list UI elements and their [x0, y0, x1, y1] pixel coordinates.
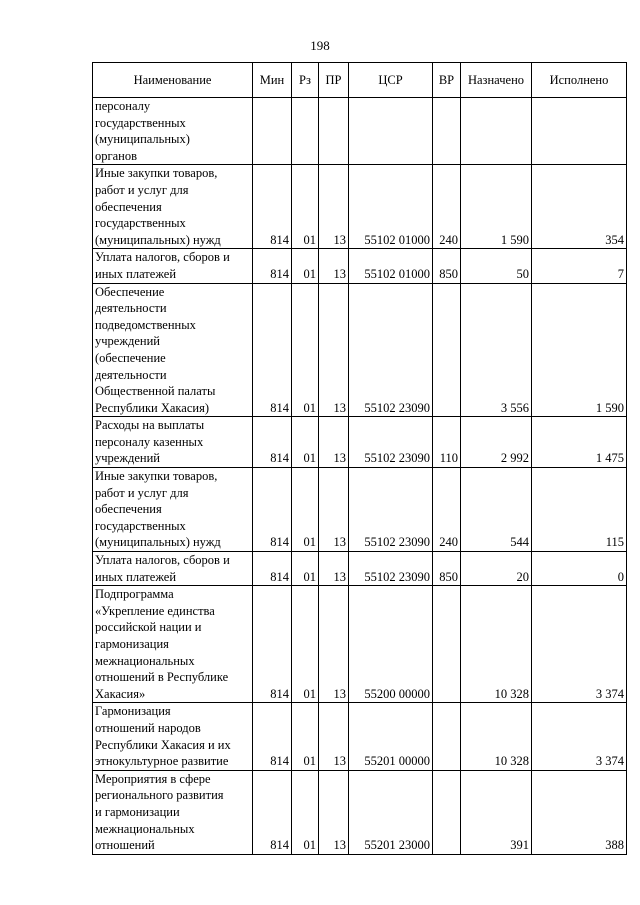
cell-pr: 13 [319, 703, 349, 770]
cell-name-line: (муниципальных) нужд [95, 232, 221, 247]
cell-name-line: органов [95, 148, 138, 163]
cell-pr: 13 [319, 770, 349, 854]
cell-executed: 115 [532, 468, 627, 552]
cell-name-line: Республики Хакасия и их [95, 737, 231, 752]
budget-table [92, 62, 627, 855]
cell-csr: 55201 23000 [349, 770, 433, 854]
cell-vr [433, 586, 461, 703]
cell-assigned: 20 [461, 552, 532, 586]
cell-vr: 850 [433, 552, 461, 586]
cell-name [93, 249, 253, 283]
cell-rz: 01 [292, 249, 319, 283]
cell-name [93, 770, 253, 854]
cell-name-line: государственных [95, 216, 186, 231]
column-header-assigned: Назначено [461, 63, 532, 98]
cell-vr: 850 [433, 249, 461, 283]
cell-name-line: Уплата налогов, сборов и [95, 553, 230, 568]
cell-executed: 0 [532, 552, 627, 586]
cell-assigned: 10 328 [461, 586, 532, 703]
cell-name-line: обеспечения [95, 502, 162, 517]
cell-min: 814 [253, 283, 292, 417]
cell-name-line: (муниципальных) [95, 132, 190, 147]
table-body [93, 98, 627, 855]
table-row [93, 165, 627, 249]
cell-assigned: 3 556 [461, 283, 532, 417]
cell-csr [349, 98, 433, 165]
cell-executed: 3 374 [532, 586, 627, 703]
cell-name-line: работ и услуг для [95, 182, 189, 197]
cell-csr: 55201 00000 [349, 703, 433, 770]
table-header [93, 63, 627, 98]
cell-rz: 01 [292, 586, 319, 703]
cell-name-line: деятельности [95, 301, 167, 316]
cell-executed [532, 98, 627, 165]
cell-name-line: деятельности [95, 367, 167, 382]
cell-name-line: гармонизация [95, 637, 169, 651]
cell-min: 814 [253, 770, 292, 854]
cell-pr: 13 [319, 586, 349, 703]
cell-csr: 55102 23090 [349, 552, 433, 586]
table-row [93, 417, 627, 468]
cell-pr: 13 [319, 249, 349, 283]
cell-pr: 13 [319, 417, 349, 468]
cell-min [253, 98, 292, 165]
cell-executed: 1 590 [532, 283, 627, 417]
cell-name-line: учреждений [95, 451, 160, 466]
cell-name [93, 468, 253, 552]
cell-name [93, 165, 253, 249]
cell-assigned: 391 [461, 770, 532, 854]
cell-min: 814 [253, 586, 292, 703]
cell-rz: 01 [292, 165, 319, 249]
table-row [93, 586, 627, 703]
cell-rz: 01 [292, 468, 319, 552]
table-row [93, 468, 627, 552]
cell-name-line: работ и услуг для [95, 485, 189, 500]
cell-name-line: отношений народов [95, 720, 201, 735]
cell-min: 814 [253, 165, 292, 249]
cell-executed: 354 [532, 165, 627, 249]
cell-name-line: Гармонизация [95, 704, 171, 719]
cell-name-line: Хакасия» [95, 686, 146, 701]
cell-executed: 3 374 [532, 703, 627, 770]
cell-executed: 1 475 [532, 417, 627, 468]
table-row [93, 770, 627, 854]
cell-vr [433, 98, 461, 165]
cell-vr [433, 703, 461, 770]
cell-min: 814 [253, 552, 292, 586]
cell-name-line: межнациональных [95, 821, 195, 836]
cell-name [93, 703, 253, 770]
cell-name-line: Республики Хакасия) [95, 400, 209, 415]
page-number: 198 [310, 38, 330, 53]
cell-name-line: «Укрепление единства [95, 603, 215, 618]
table-row [93, 552, 627, 586]
column-header-name: Наименование [93, 63, 253, 98]
cell-csr: 55102 23090 [349, 417, 433, 468]
column-header-vr: ВР [433, 63, 461, 98]
cell-name-line: персоналу казенных [95, 434, 204, 449]
cell-name-line: Мероприятия в сфере [95, 771, 211, 786]
cell-name-line: государственных [95, 115, 186, 130]
cell-pr: 13 [319, 165, 349, 249]
cell-vr: 240 [433, 468, 461, 552]
header-row [93, 63, 627, 98]
cell-csr: 55102 01000 [349, 165, 433, 249]
cell-rz [292, 98, 319, 165]
column-header-csr: ЦСР [349, 63, 433, 98]
cell-pr [319, 98, 349, 165]
cell-name-line: Обеспечение [95, 284, 165, 299]
cell-name-line: российской нации и [95, 620, 202, 635]
cell-assigned: 2 992 [461, 417, 532, 468]
cell-min: 814 [253, 417, 292, 468]
table-row [93, 249, 627, 283]
cell-name-line: подведомственных [95, 317, 196, 332]
cell-executed: 7 [532, 249, 627, 283]
cell-csr: 55102 23090 [349, 468, 433, 552]
table-row [93, 283, 627, 417]
cell-name [93, 586, 253, 703]
cell-name-line: этнокультурное развитие [95, 754, 229, 769]
cell-name-line: Общественной палаты [95, 384, 216, 399]
cell-name-line: отношений в Республике [95, 670, 229, 685]
cell-executed: 388 [532, 770, 627, 854]
cell-rz: 01 [292, 770, 319, 854]
cell-name-line: иных платежей [95, 266, 177, 281]
cell-name-line: Иные закупки товаров, [95, 166, 218, 181]
cell-vr [433, 770, 461, 854]
cell-name-line: регионального развития [95, 788, 224, 803]
cell-csr: 55102 23090 [349, 283, 433, 417]
cell-assigned: 10 328 [461, 703, 532, 770]
column-header-min: Мин [253, 63, 292, 98]
cell-name-line: учреждений [95, 334, 160, 349]
cell-vr: 240 [433, 165, 461, 249]
cell-name-line: (обеспечение [95, 350, 166, 365]
cell-min: 814 [253, 703, 292, 770]
cell-name-line: Уплата налогов, сборов и [95, 250, 230, 265]
cell-name-line: (муниципальных) нужд [95, 535, 221, 550]
cell-rz: 01 [292, 552, 319, 586]
cell-name-line: Подпрограмма [95, 587, 174, 602]
cell-name-line: государственных [95, 518, 186, 533]
cell-name [93, 552, 253, 586]
cell-name [93, 98, 253, 165]
cell-name-line: иных платежей [95, 569, 177, 584]
cell-rz: 01 [292, 417, 319, 468]
column-header-pr: ПР [319, 63, 349, 98]
cell-name-line: Иные закупки товаров, [95, 469, 218, 484]
cell-vr [433, 283, 461, 417]
cell-pr: 13 [319, 468, 349, 552]
cell-name-line: межнациональных [95, 653, 195, 668]
cell-name [93, 417, 253, 468]
cell-min: 814 [253, 468, 292, 552]
cell-name-line: Расходы на выплаты [95, 418, 205, 433]
cell-assigned: 1 590 [461, 165, 532, 249]
cell-rz: 01 [292, 283, 319, 417]
column-header-rz: Рз [292, 63, 319, 98]
cell-assigned: 50 [461, 249, 532, 283]
cell-pr: 13 [319, 552, 349, 586]
cell-min: 814 [253, 249, 292, 283]
cell-name-line: и гармонизации [95, 804, 180, 819]
cell-csr: 55200 00000 [349, 586, 433, 703]
cell-name-line: персоналу [95, 99, 151, 113]
cell-name-line: обеспечения [95, 199, 162, 214]
table-row [93, 703, 627, 770]
cell-assigned [461, 98, 532, 165]
column-header-executed: Исполнено [532, 63, 627, 98]
cell-name-line: отношений [95, 838, 155, 853]
cell-assigned: 544 [461, 468, 532, 552]
cell-vr: 110 [433, 417, 461, 468]
cell-name [93, 283, 253, 417]
cell-csr: 55102 01000 [349, 249, 433, 283]
table-row [93, 98, 627, 165]
cell-rz: 01 [292, 703, 319, 770]
cell-pr: 13 [319, 283, 349, 417]
